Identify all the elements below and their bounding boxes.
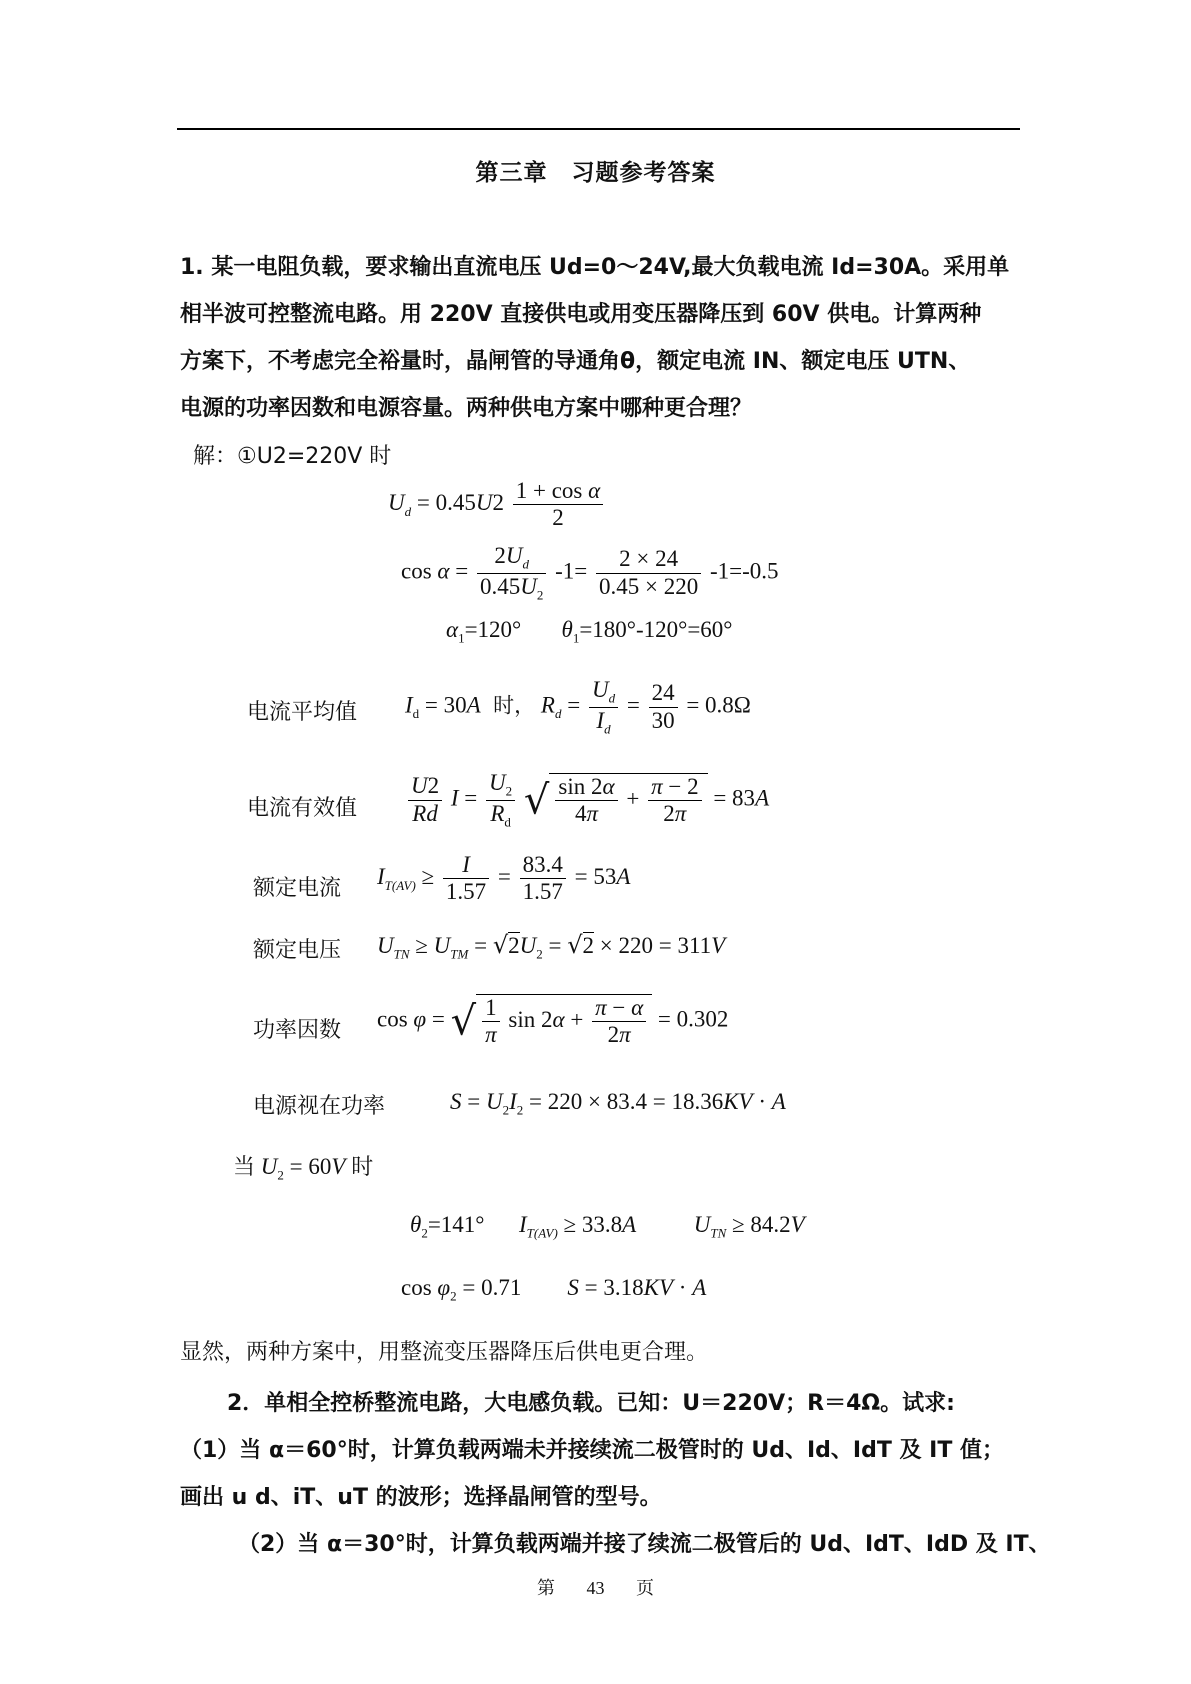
rms-current-label: 电流有效值 xyxy=(247,796,358,821)
q2-line-1: 2．单相全控桥整流电路，大电感负载。已知：U＝220V；R＝4Ω。试求: xyxy=(227,1391,955,1416)
equation-ud: $U_d = 0.45U2$ $\frac{\text{1 + cos α}}{2}$ xyxy=(388,478,606,532)
power-factor-equation: cos φ = √ $\frac{1}{\pi}$ sin 2α + $\frac{\pi - \alpha}{2\pi}$ = 0.302 xyxy=(377,995,729,1048)
rms-current-equation: $\frac{U2}{Rd}$ I = $\frac{U_2}{R_d}$ √ $\frac{\sin 2\alpha}{4\pi}$ + $\frac{\pi - 2}{2\pi}$ = 83A xyxy=(405,770,769,830)
power-factor-label: 功率因数 xyxy=(253,1018,342,1043)
page-number: 43 xyxy=(586,1578,605,1598)
rated-current-label: 额定电流 xyxy=(253,876,342,901)
q2-line-3: 画出 u d、iT、uT 的波形；选择晶闸管的型号。 xyxy=(180,1485,662,1510)
q1-line-2: 相半波可控整流电路。用 220V 直接供电或用变压器降压到 60V 供电。计算两种 xyxy=(180,302,982,327)
equation-angles: $\alpha_1=120^\circ$ $\theta_1=180^\circ-120^\circ=60^\circ$ xyxy=(446,617,733,646)
rated-voltage-equation: $U_{TN} \ge U_{TM} = √2U_2 = √2 \times 220 = 311V$ xyxy=(377,931,726,962)
conclusion: 显然，两种方案中，用整流变压器降压后供电更合理。 xyxy=(180,1340,709,1365)
avg-current-equation: $I_d = 30A$ 时， $R_d$ = $\frac{U_d}{I_d}$ = $\frac{24}{30}$ = 0.8Ω xyxy=(405,677,751,737)
page-footer xyxy=(0,1574,1191,1600)
solution-intro: 解：①U2=220V 时 xyxy=(193,444,392,469)
rated-voltage-label: 额定电压 xyxy=(253,938,342,963)
avg-current-label: 电流平均值 xyxy=(247,700,358,725)
case-2-results-row-2: $\cos \varphi_2 = 0.71$ S = 3.18KV · A xyxy=(401,1275,707,1304)
footer-suffix: 页 xyxy=(636,1578,654,1598)
case-2-results-row-1: $\theta_2=141^\circ$ $I_{T(AV)} \ge 33.8A$ $U_{TN} \ge 84.2V$ xyxy=(410,1212,805,1241)
q2-line-4: （2）当 α＝30°时，计算负载两端并接了续流二极管后的 Ud、IdT、IdD 及 IT、 xyxy=(238,1532,1051,1557)
apparent-power-label: 电源视在功率 xyxy=(253,1094,386,1119)
q1-line-1: 1. 某一电阻负载，要求输出直流电压 Ud=0～24V,最大负载电流 Id=30A。采用单 xyxy=(180,255,1010,280)
q2-line-2: （1）当 α＝60°时，计算负载两端未并接续流二极管时的 Ud、Id、IdT 及 IT 值； xyxy=(180,1438,1005,1463)
chapter-title: 第三章 习题参考答案 xyxy=(475,160,716,186)
header-rule xyxy=(177,128,1020,130)
q1-line-3: 方案下，不考虑完全裕量时，晶闸管的导通角θ，额定电流 IN、额定电压 UTN、 xyxy=(180,349,971,374)
q1-line-4: 电源的功率因数和电源容量。两种供电方案中哪种更合理？ xyxy=(180,396,753,421)
equation-cos-alpha: cos α = $\frac{2U_d}{0.45U_2}$ -1= $\frac{2 \times 24}{0.45 \times 220}$ -1=-0.5 xyxy=(401,543,779,603)
apparent-power-equation: $S = U_2I_2 = 220 \times 83.4 = 18.36KV \cdot A$ xyxy=(450,1089,786,1118)
footer-prefix: 第 xyxy=(537,1578,555,1598)
case-2-heading: 当 $U_2 = 60V$ 时 xyxy=(233,1154,374,1183)
rated-current-equation: $I_{T(AV)}$ ≥ $\frac{I}{1.57}$ = $\frac{83.4}{1.57}$ = 53A xyxy=(377,852,631,905)
